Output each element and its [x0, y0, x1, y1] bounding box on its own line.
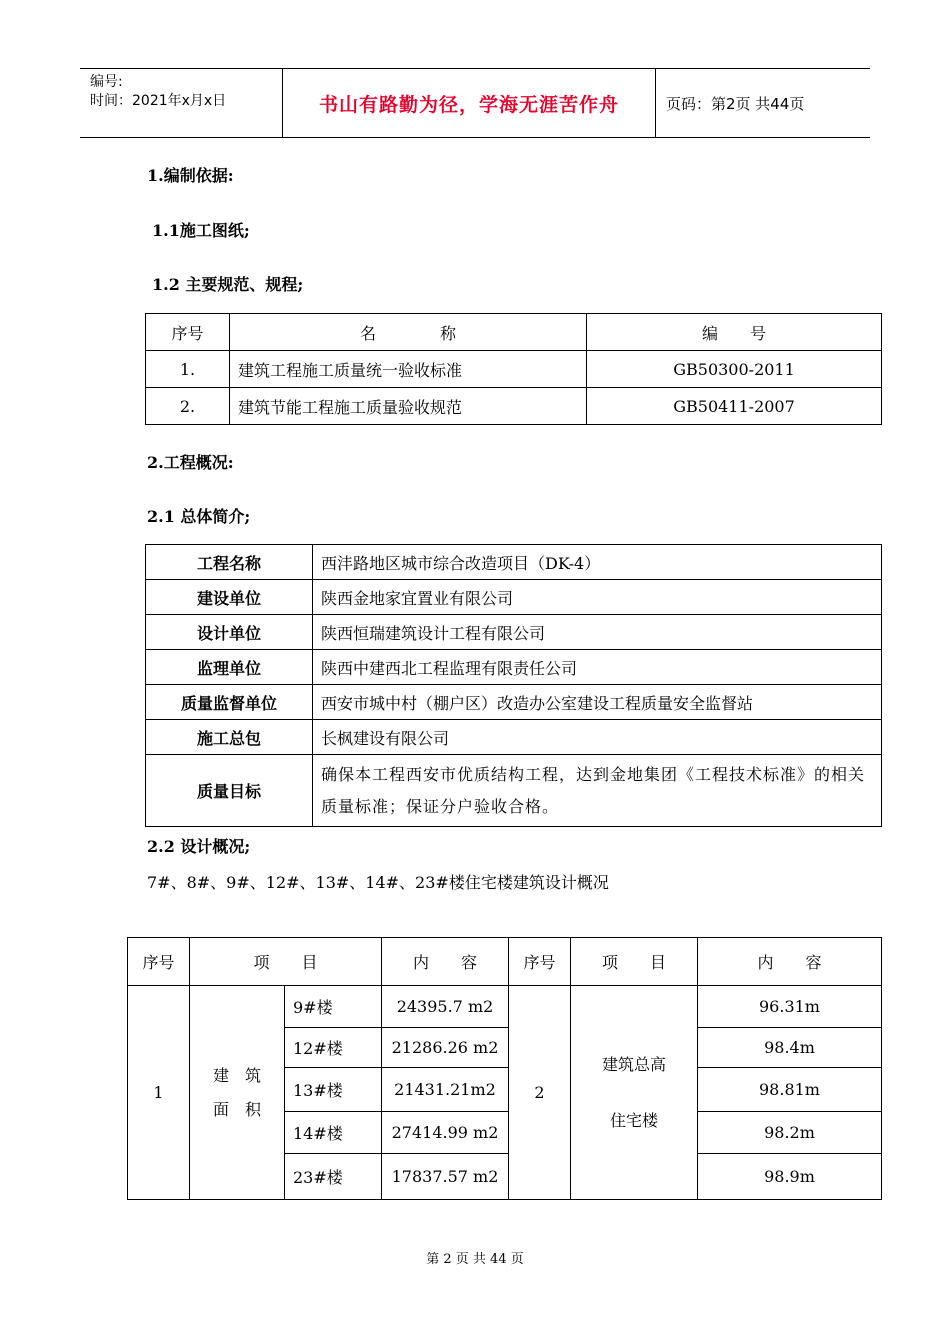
section-1-1-heading: 1.1施工图纸; — [152, 221, 250, 240]
table-cell: 2. — [146, 388, 230, 425]
building-name: 9#楼 — [285, 986, 382, 1028]
building-name: 23#楼 — [285, 1154, 382, 1200]
col-header: 名 称 — [230, 314, 587, 351]
item-height-label — [571, 986, 698, 1200]
table-label-cell: 质量目标 — [146, 755, 313, 827]
row-number: 2 — [509, 986, 571, 1200]
table-label-cell: 监理单位 — [146, 650, 313, 685]
table-cell: 陕西金地家宜置业有限公司 — [313, 580, 882, 615]
table-label-cell: 质量监督单位 — [146, 685, 313, 720]
row-number: 1 — [128, 986, 190, 1200]
area-value: 17837.57 m2 — [382, 1154, 509, 1200]
height-value: 96.31m — [698, 986, 882, 1028]
col-header: 项 目 — [190, 938, 382, 986]
section-1-2-heading: 1.2 主要规范、规程; — [152, 275, 304, 294]
table-label-cell: 工程名称 — [146, 545, 313, 580]
building-name: 13#楼 — [285, 1068, 382, 1112]
table-cell: 建筑节能工程施工质量验收规范 — [230, 388, 587, 425]
section-1-heading: 1.编制依据: — [147, 166, 234, 185]
page-footer: 第 2 页 共 44 页 — [426, 1252, 524, 1267]
building-name: 12#楼 — [285, 1028, 382, 1068]
table-row — [146, 650, 882, 685]
table-row — [146, 388, 882, 425]
table-row — [146, 685, 882, 720]
table-row — [146, 720, 882, 755]
col-header: 序号 — [146, 314, 230, 351]
col-header: 编 号 — [587, 314, 882, 351]
area-value: 21286.26 m2 — [382, 1028, 509, 1068]
table-cell: 长枫建设有限公司 — [313, 720, 882, 755]
col-header: 序号 — [509, 938, 571, 986]
table-cell: GB50300-2011 — [587, 351, 882, 388]
table-cell: 西沣路地区城市综合改造项目（DK-4） — [313, 545, 882, 580]
height-value: 98.2m — [698, 1112, 882, 1154]
section-2-1-heading: 2.1 总体简介; — [147, 507, 251, 526]
section-2-heading: 2.工程概况: — [147, 453, 234, 472]
table-label-cell: 施工总包 — [146, 720, 313, 755]
table-row — [146, 351, 882, 388]
document-time-label: 时间：2021年x月x日 — [90, 93, 227, 109]
table-cell: 陕西恒瑞建筑设计工程有限公司 — [313, 615, 882, 650]
page-header — [80, 68, 870, 138]
document-number-label: 编号: — [90, 74, 123, 90]
item-height-label-line1: 建筑总高 — [601, 1054, 666, 1074]
item-height-label-line2: 住宅楼 — [609, 1110, 658, 1130]
height-value: 98.9m — [698, 1154, 882, 1200]
item-area-label — [190, 986, 285, 1200]
col-header: 内 容 — [698, 938, 882, 986]
header-page-label: 页码：第2页 共44页 — [666, 94, 805, 113]
area-value: 21431.21m2 — [382, 1068, 509, 1112]
table-row — [128, 986, 882, 1028]
standards-table — [145, 313, 882, 425]
item-area-label-line2: 面 积 — [212, 1099, 261, 1119]
table-cell: 西安市城中村（棚户区）改造办公室建设工程质量安全监督站 — [313, 685, 882, 720]
header-motto: 书山有路勤为径，学海无涯苦作舟 — [282, 69, 656, 137]
height-value: 98.81m — [698, 1068, 882, 1112]
area-value: 27414.99 m2 — [382, 1112, 509, 1154]
col-header: 序号 — [128, 938, 190, 986]
table-row — [146, 755, 882, 827]
table-label-cell: 建设单位 — [146, 580, 313, 615]
table-row — [146, 615, 882, 650]
table-label-cell: 设计单位 — [146, 615, 313, 650]
table-cell: 1. — [146, 351, 230, 388]
area-value: 24395.7 m2 — [382, 986, 509, 1028]
design-table — [127, 937, 882, 1200]
table-cell: 建筑工程施工质量统一验收标准 — [230, 351, 587, 388]
table-header-row — [128, 938, 882, 986]
col-header: 内 容 — [382, 938, 509, 986]
table-cell: GB50411-2007 — [587, 388, 882, 425]
item-area-label-line1: 建 筑 — [212, 1065, 261, 1085]
col-header: 项 目 — [571, 938, 698, 986]
overview-table — [145, 544, 882, 827]
table-row — [146, 580, 882, 615]
height-value: 98.4m — [698, 1028, 882, 1068]
table-row — [146, 545, 882, 580]
section-2-2-heading: 2.2 设计概况; — [147, 837, 251, 856]
design-subtitle: 7#、8#、9#、12#、13#、14#、23#楼住宅楼建筑设计概况 — [147, 873, 609, 892]
building-name: 14#楼 — [285, 1112, 382, 1154]
table-cell: 陕西中建西北工程监理有限责任公司 — [313, 650, 882, 685]
table-header-row — [146, 314, 882, 351]
header-info — [90, 73, 226, 111]
table-cell: 确保本工程西安市优质结构工程，达到金地集团《工程技术标准》的相关质量标准；保证分户验收合格。 — [313, 755, 882, 827]
